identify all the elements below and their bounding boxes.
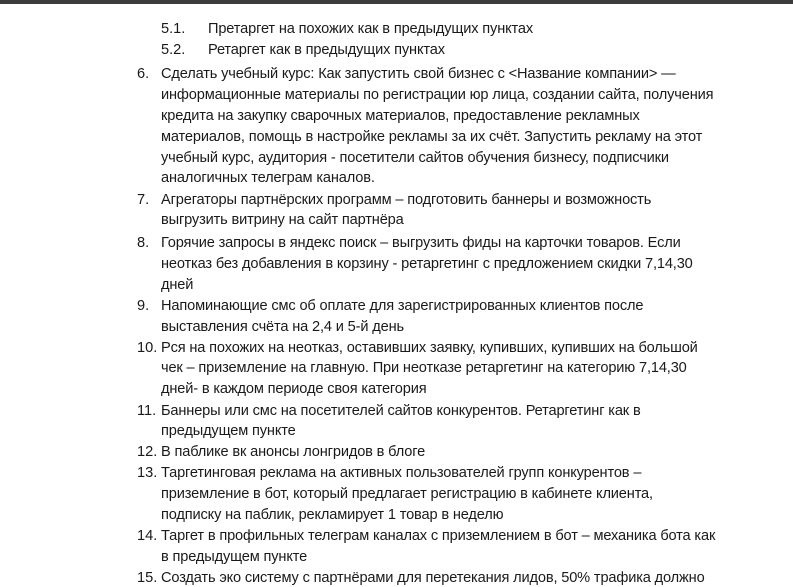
item-line: аналогичных телеграм каналов.	[161, 170, 375, 186]
item-line: приземление в бот, который предлагает регистрацию в кабинете клиента,	[161, 486, 653, 502]
item-line: выставления счёта на 2,4 и 5-й день	[161, 319, 404, 335]
item-line: чек – приземление на главную. При неотказе ретаргетинг на категорию 7,14,30	[161, 360, 687, 376]
item-line: кредита на закупку сварочных материалов, предоставление рекламных	[161, 108, 640, 124]
subitem-text: Ретаргет как в предыдущих пунктах	[208, 42, 445, 58]
item-line: Создать эко систему с партнёрами для перетекания лидов, 50% трафика должно	[161, 570, 705, 586]
item-line: информационные материалы по регистрации юр лица, создании сайта, получения	[161, 87, 714, 103]
item-line: в предыдущем пункте	[161, 549, 308, 565]
item-line: дней- в каждом периоде своя категория	[161, 381, 427, 397]
item-number: 7.	[137, 192, 150, 208]
item-line: Таргет в профильных телеграм каналах с приземлением в бот – механика бота как	[161, 528, 716, 544]
document-page	[0, 4, 793, 587]
subitem-number: 5.1.	[161, 21, 186, 37]
item-number: 11.	[137, 403, 157, 419]
item-number: 6.	[137, 66, 150, 82]
item-line: Напоминающие смс об оплате для зарегистрированных клиентов после	[161, 298, 644, 314]
item-line: Баннеры или смс на посетителей сайтов конкурентов. Ретаргетинг как в	[161, 403, 641, 419]
item-number: 13.	[137, 465, 158, 481]
subitem-number: 5.2.	[161, 42, 186, 58]
item-line: В паблике вк анонсы лонгридов в блоге	[161, 444, 426, 460]
item-line: Агрегаторы партнёрских программ – подготовить баннеры и возможность	[161, 192, 652, 208]
item-number: 15.	[137, 570, 158, 586]
item-number: 12.	[137, 444, 158, 460]
item-number: 9.	[137, 298, 150, 314]
item-line: подписку на паблик, рекламирует 1 товар в неделю	[161, 507, 504, 523]
item-line: Таргетинговая реклама на активных пользователей групп конкурентов –	[161, 465, 642, 481]
item-number: 14.	[137, 528, 158, 544]
subitem-text: Претаргет на похожих как в предыдущих пунктах	[208, 21, 534, 37]
item-line: Рся на похожих на неотказ, оставивших заявку, купивших, купивших на большой	[161, 340, 698, 356]
item-line: предыдущем пункте	[161, 423, 296, 439]
item-line: учебный курс, аудитория - посетители сайтов обучения бизнесу, подписчики	[161, 150, 669, 166]
item-line: дней	[161, 277, 194, 293]
item-line: выгрузить витрину на сайт партнёра	[161, 212, 404, 228]
item-number: 10.	[137, 340, 158, 356]
item-line: Горячие запросы в яндекс поиск – выгрузить фиды на карточки товаров. Если	[161, 235, 681, 251]
item-line: материалов, помощь в настройке рекламы за их счёт. Запустить рекламу на этот	[161, 129, 703, 145]
item-line: неотказ без добавления в корзину - ретаргетинг с предложением скидки 7,14,30	[161, 256, 693, 272]
item-line: Сделать учебный курс: Как запустить свой бизнес с <Название компании> —	[161, 66, 676, 82]
item-number: 8.	[137, 235, 150, 251]
